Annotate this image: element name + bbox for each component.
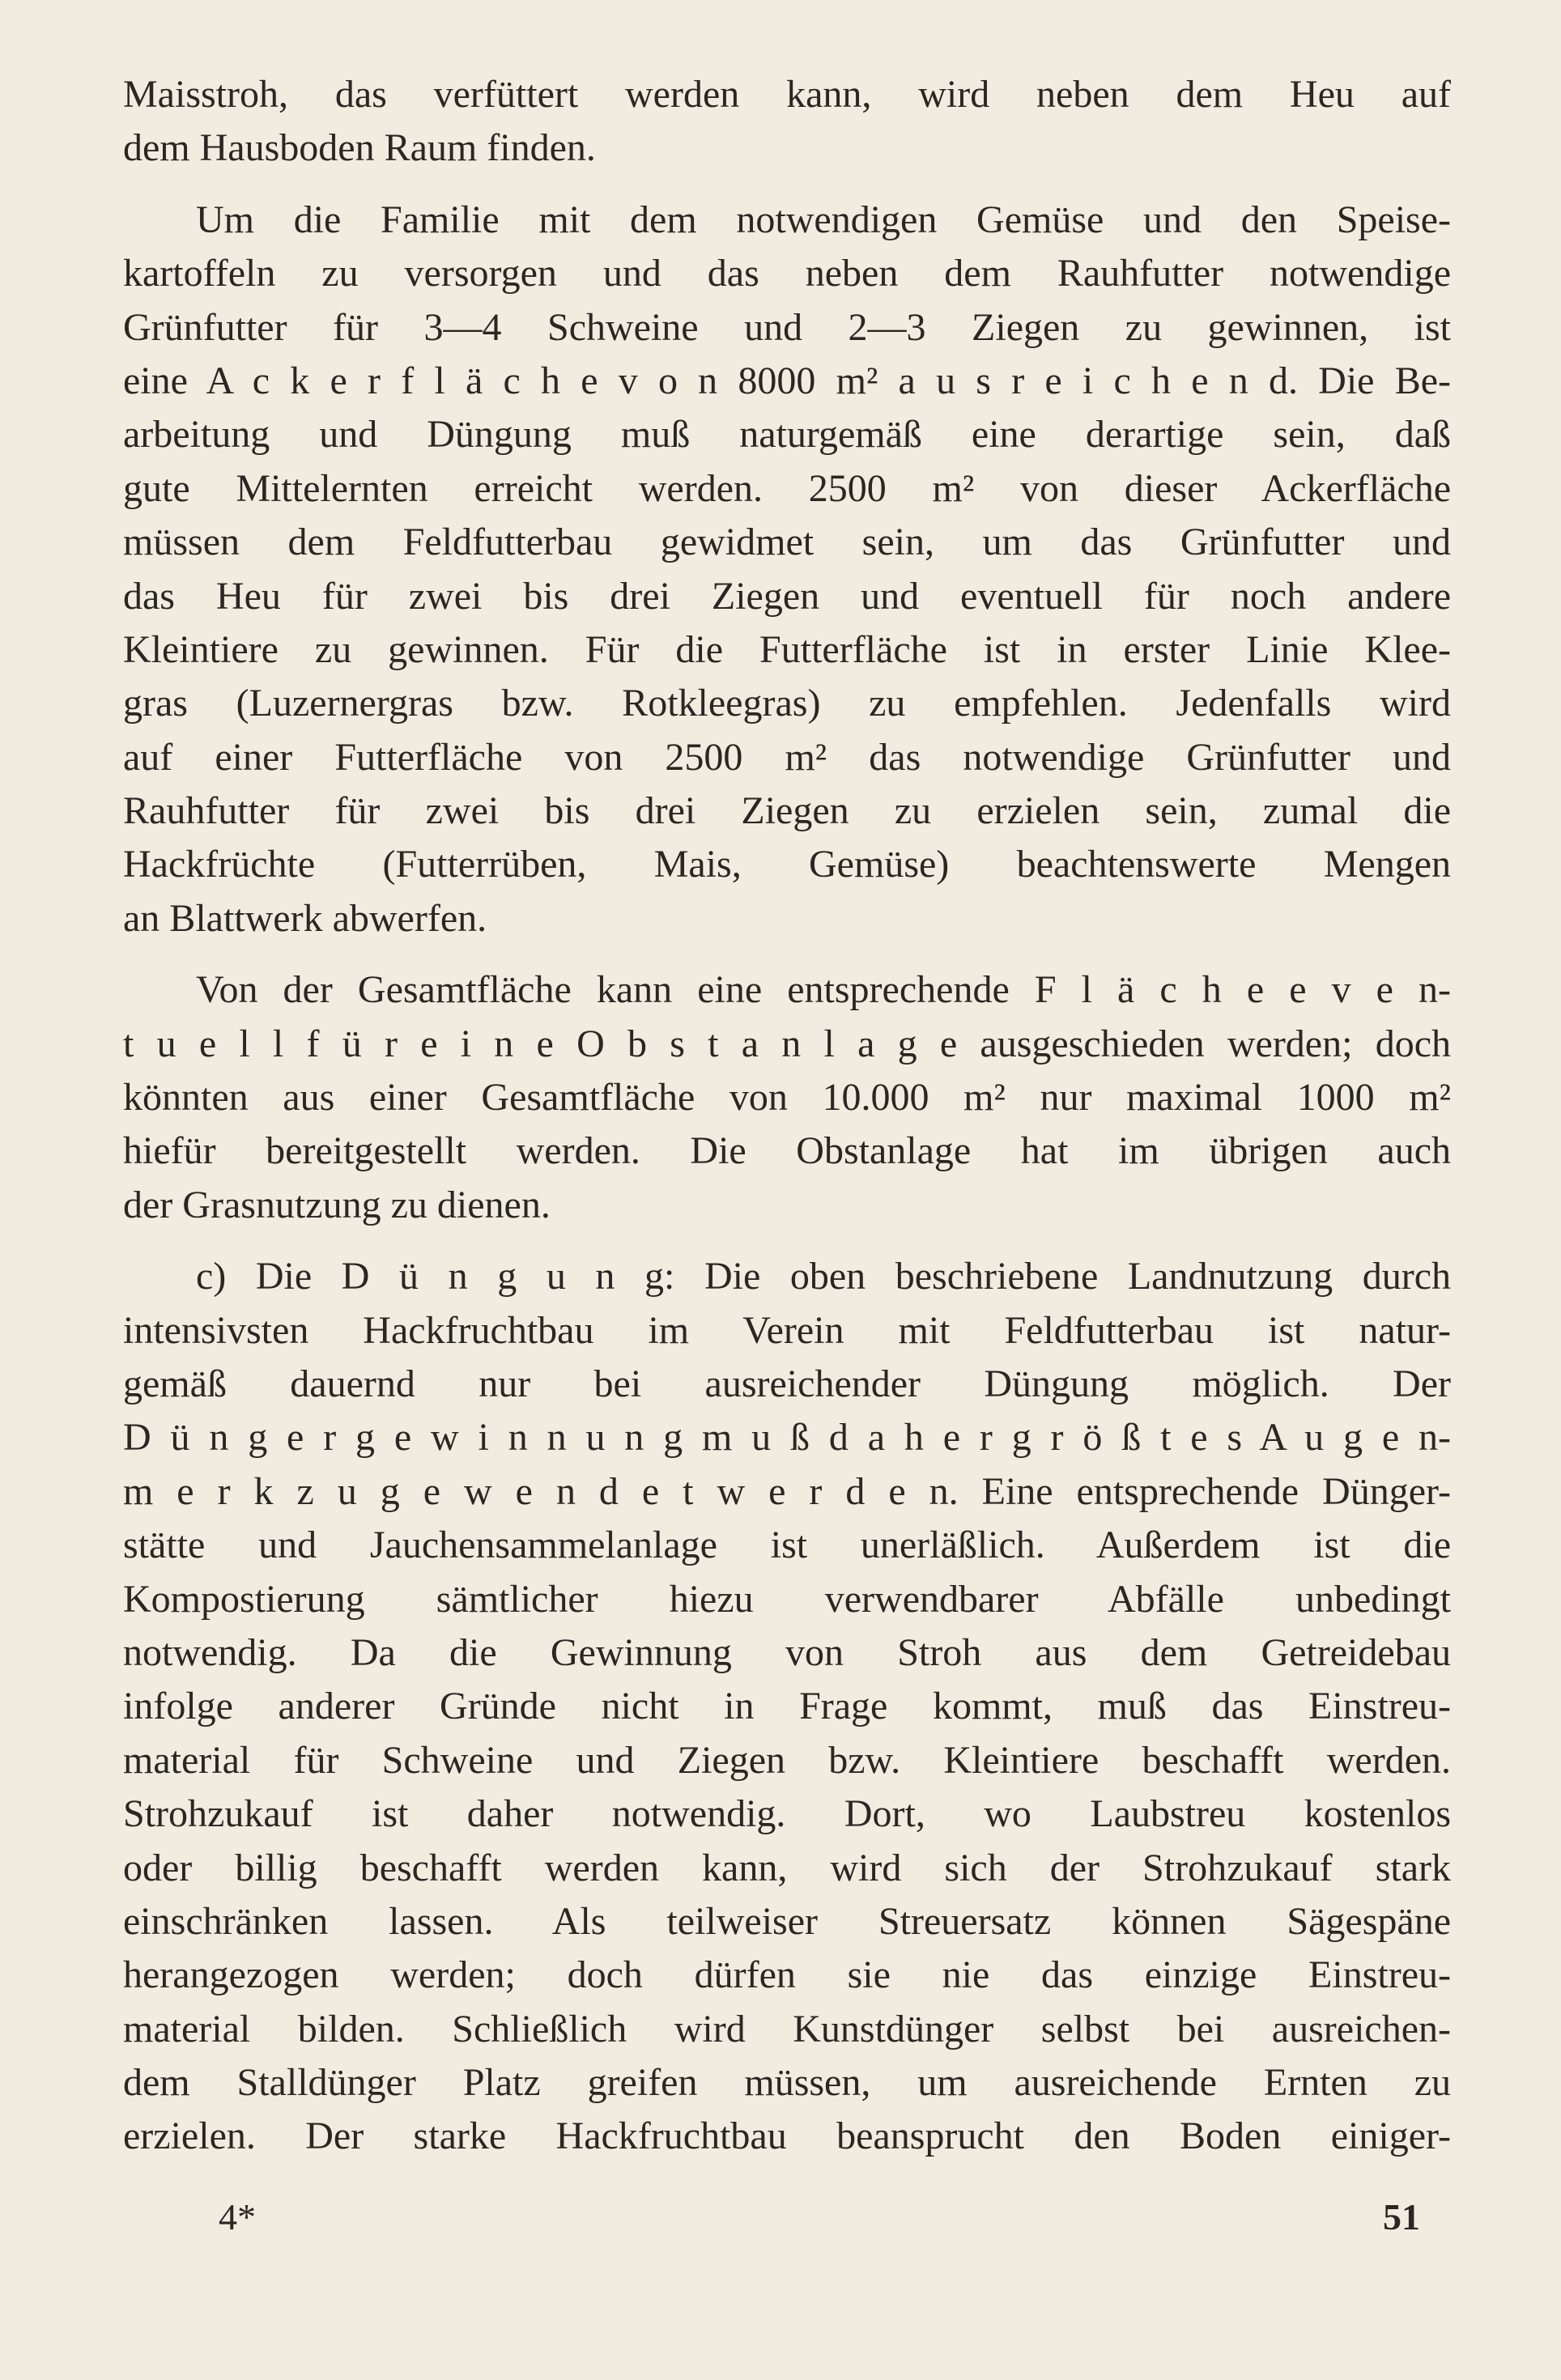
text-line: Hackfrüchte (Futterrüben, Mais, Gemüse) beachtenswerte Mengen	[123, 843, 1451, 886]
text-line: notwendig. Da die Gewinnung von Stroh aus dem Getreidebau	[123, 1630, 1451, 1674]
text-line: an Blattwerk abwerfen.	[123, 896, 487, 940]
text-line: D ü n g e r g e w i n n u n g m u ß d a h e r g r ö ß t e s A u g e n-	[123, 1416, 1451, 1460]
paragraph-p1	[123, 68, 1451, 176]
text-line: der Grasnutzung zu dienen.	[123, 1183, 551, 1226]
text-line: material für Schweine und Ziegen bzw. Kleintiere beschafft werden.	[123, 1738, 1451, 1782]
text-line: material bilden. Schließlich wird Kunstdünger selbst bei ausreichen-	[123, 2007, 1451, 2051]
text-line: Von der Gesamtfläche kann eine entsprechende F l ä c h e e v e n-	[196, 968, 1451, 1012]
text-line: arbeitung und Düngung muß naturgemäß eine derartige sein, daß	[123, 413, 1451, 457]
text-line: dem Hausboden Raum finden.	[123, 126, 596, 170]
text-line: kartoffeln zu versorgen und das neben dem Rauhfutter notwendige	[123, 252, 1451, 295]
text-line: intensivsten Hackfruchtbau im Verein mit Feldfutterbau ist natur-	[123, 1308, 1451, 1352]
text-line: Maisstroh, das verfüttert werden kann, wird neben dem Heu auf	[123, 73, 1451, 116]
text-line: infolge anderer Gründe nicht in Frage kommt, muß das Einstreu-	[123, 1685, 1451, 1728]
body-text	[123, 68, 1451, 2182]
page-number: 51	[1383, 2196, 1420, 2238]
text-line: Rauhfutter für zwei bis drei Ziegen zu erzielen sein, zumal die	[123, 789, 1451, 833]
text-line: einschränken lassen. Als teilweiser Streuersatz können Sägespäne	[123, 1899, 1451, 1943]
text-line: oder billig beschafft werden kann, wird sich der Strohzukauf stark	[123, 1846, 1451, 1889]
text-line: eine A c k e r f l ä c h e v o n 8000 m² a u s r e i c h e n d. Die Be-	[123, 359, 1451, 402]
text-line: gemäß dauernd nur bei ausreichender Düngung möglich. Der	[123, 1362, 1451, 1405]
text-line: Kleintiere zu gewinnen. Für die Futterfläche ist in erster Linie Klee-	[123, 627, 1451, 671]
text-line: Um die Familie mit dem notwendigen Gemüse und den Speise-	[196, 198, 1451, 241]
paragraph-p3	[123, 963, 1451, 1232]
text-line: t u e l l f ü r e i n e O b s t a n l a g e ausgeschieden werden; doch	[123, 1022, 1451, 1065]
text-line: Grünfutter für 3—4 Schweine und 2—3 Ziegen zu gewinnen, ist	[123, 305, 1451, 349]
paragraph-p4	[123, 1250, 1451, 2164]
text-line: müssen dem Feldfutterbau gewidmet sein, um das Grünfutter und	[123, 521, 1451, 564]
signature-mark: 4*	[219, 2196, 256, 2238]
paragraph-p2	[123, 193, 1451, 946]
text-line: Strohzukauf ist daher notwendig. Dort, wo Laubstreu kostenlos	[123, 1792, 1451, 1836]
text-line: hiefür bereitgestellt werden. Die Obstanlage hat im übrigen auch	[123, 1129, 1451, 1173]
text-line: dem Stalldünger Platz greifen müssen, um ausreichende Ernten zu	[123, 2061, 1451, 2105]
text-line: stätte und Jauchensammelanlage ist unerläßlich. Außerdem ist die	[123, 1524, 1451, 1567]
text-line: könnten aus einer Gesamtfläche von 10.000 m² nur maximal 1000 m²	[123, 1076, 1451, 1120]
text-line: auf einer Futterfläche von 2500 m² das notwendige Grünfutter und	[123, 735, 1451, 779]
text-line: das Heu für zwei bis drei Ziegen und eventuell für noch andere	[123, 574, 1451, 618]
text-line: herangezogen werden; doch dürfen sie nie das einzige Einstreu-	[123, 1953, 1451, 1997]
text-line: m e r k z u g e w e n d e t w e r d e n. Eine entsprechende Dünger-	[123, 1469, 1451, 1513]
text-line: gute Mittelernten erreicht werden. 2500 m² von dieser Ackerfläche	[123, 466, 1451, 510]
text-line: erzielen. Der starke Hackfruchtbau beansprucht den Boden einiger-	[123, 2114, 1451, 2158]
text-line: gras (Luzernergras bzw. Rotkleegras) zu empfehlen. Jedenfalls wird	[123, 682, 1451, 725]
text-line: Kompostierung sämtlicher hiezu verwendbarer Abfälle unbedingt	[123, 1577, 1451, 1621]
text-line: c) Die D ü n g u n g: Die oben beschriebene Landnutzung durch	[196, 1255, 1451, 1298]
